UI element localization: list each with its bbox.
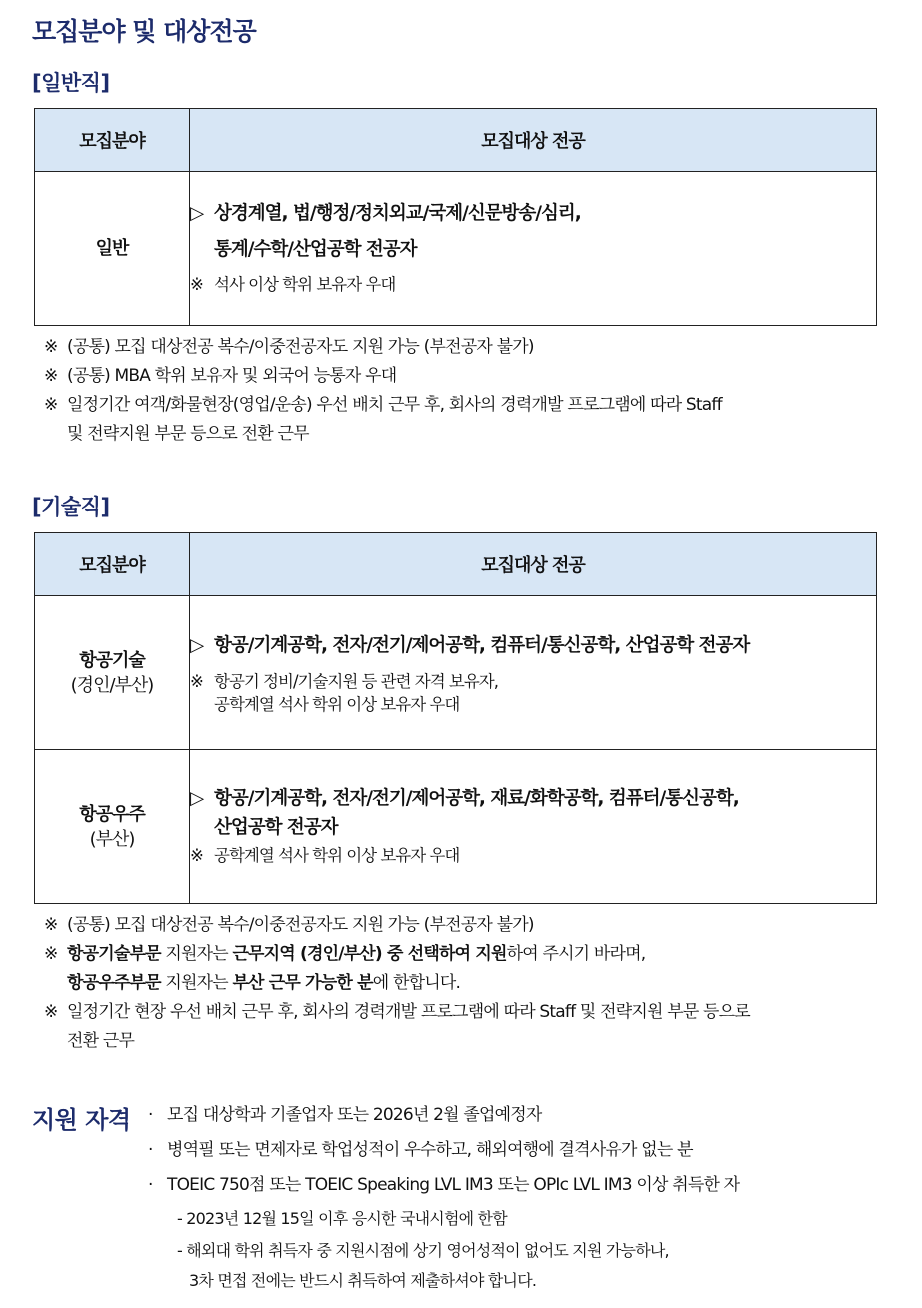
major-text-line: 통계/수학/산업공학 전공자 — [214, 238, 417, 260]
reference-mark-icon: ※ — [44, 915, 58, 935]
note-item — [44, 391, 722, 449]
note-item — [44, 911, 750, 940]
table-row — [35, 596, 877, 750]
table-row — [35, 750, 877, 904]
field-location: (경인/부산) — [70, 674, 154, 696]
triangle-icon: ▷ — [190, 787, 204, 809]
general-table — [34, 108, 877, 326]
emphasis-text: 항공기술부문 — [67, 944, 161, 964]
qualification-list — [146, 1098, 886, 1295]
field-name: 일반 — [95, 238, 129, 259]
major-text-line: 상경계열, 법/행정/정치외교/국제/신문방송/심리, — [214, 202, 581, 224]
note-text: 에 한합니다. — [372, 973, 461, 993]
note-item — [44, 940, 750, 998]
qualification-text: 병역필 또는 면제자로 학업성적이 우수하고, 해외여행에 결격사유가 없는 분 — [167, 1140, 693, 1160]
note-item — [44, 998, 750, 1056]
reference-mark-icon: ※ — [44, 944, 58, 964]
preference-text: 공학계열 석사 학위 이상 보유자 우대 — [214, 694, 460, 714]
note-text: 하여 주시기 바라며, — [506, 944, 646, 964]
field-name: 항공기술 — [79, 649, 145, 671]
note-text: (공통) MBA 학위 보유자 및 외국어 능통자 우대 — [67, 366, 397, 386]
preference-text: 석사 이상 학위 보유자 우대 — [214, 274, 396, 294]
note-text: (공통) 모집 대상전공 복수/이중전공자도 지원 가능 (부전공자 불가) — [67, 915, 534, 935]
field-name: 항공우주 — [79, 803, 145, 825]
qualification-text: 모집 대상학과 기졸업자 또는 2026년 2월 졸업예정자 — [167, 1105, 542, 1125]
reference-mark-icon: ※ — [190, 671, 203, 691]
note-text-line — [67, 969, 750, 998]
bullet-icon: · — [148, 1140, 153, 1160]
qualification-heading: 지원 자격 — [32, 1106, 131, 1134]
sub-list-item-continuation: 3차 면접 전에는 반드시 취득하여 제출하셔야 합니다. — [189, 1271, 537, 1290]
list-item — [146, 1168, 886, 1203]
sub-list-item: - 2023년 12월 15일 이후 응시한 국내시험에 한함 — [177, 1209, 507, 1228]
note-text-line — [67, 940, 750, 969]
major-text-line: 항공/기계공학, 전자/전기/제어공학, 컴퓨터/통신공학, 산업공학 전공자 — [214, 634, 750, 656]
list-item — [146, 1133, 886, 1168]
reference-mark-icon: ※ — [190, 274, 203, 294]
qualification-text: TOEIC 750점 또는 TOEIC Speaking LVL IM3 또는 OPIc LVL IM3 이상 취득한 자 — [167, 1175, 740, 1195]
major-cell — [190, 596, 877, 750]
reference-mark-icon: ※ — [44, 366, 58, 386]
note-text: 지원자는 — [160, 944, 233, 964]
table-header-row — [35, 533, 877, 596]
emphasis-text: 부산 근무 가능한 분 — [232, 973, 373, 993]
note-text: 일정기간 현장 우선 배치 근무 후, 회사의 경력개발 프로그램에 따라 Staff 및 전략지원 부문 등으로 — [67, 1002, 750, 1022]
sub-list-item: - 해외대 학위 취득자 중 지원시점에 상기 영어성적이 없어도 지원 가능하나, — [177, 1241, 669, 1260]
major-cell — [190, 172, 877, 326]
technical-notes — [44, 911, 750, 1056]
note-text: (공통) 모집 대상전공 복수/이중전공자도 지원 가능 (부전공자 불가) — [67, 337, 534, 357]
general-notes — [44, 333, 722, 449]
note-item — [44, 333, 722, 362]
field-location: (부산) — [89, 828, 135, 850]
reference-mark-icon: ※ — [44, 1002, 58, 1022]
list-item — [146, 1098, 886, 1133]
emphasis-text: 항공우주부문 — [67, 973, 161, 993]
col-header-field: 모집분야 — [35, 533, 190, 596]
major-text-line: 산업공학 전공자 — [214, 816, 338, 838]
technical-table — [34, 532, 877, 904]
col-header-major: 모집대상 전공 — [190, 109, 877, 172]
note-text: 일정기간 여객/화물현장(영업/운송) 우선 배치 근무 후, 회사의 경력개발 프로그램에 따라 Staff — [67, 395, 722, 415]
bullet-icon: · — [148, 1105, 153, 1125]
note-text: 및 전략지원 부문 등으로 전환 근무 — [67, 424, 309, 444]
triangle-icon: ▷ — [190, 202, 204, 224]
general-heading: [일반직] — [32, 71, 110, 95]
major-cell — [190, 750, 877, 904]
major-text-line: 항공/기계공학, 전자/전기/제어공학, 재료/화학공학, 컴퓨터/통신공학, — [214, 787, 739, 809]
bullet-icon: · — [148, 1175, 153, 1195]
field-cell — [35, 172, 190, 326]
page-title: 모집분야 및 대상전공 — [32, 17, 256, 46]
triangle-icon: ▷ — [190, 634, 204, 656]
preference-text: 항공기 정비/기술지원 등 관련 자격 보유자, — [214, 671, 498, 691]
reference-mark-icon: ※ — [44, 337, 58, 357]
field-cell — [35, 596, 190, 750]
preference-text: 공학계열 석사 학위 이상 보유자 우대 — [214, 845, 460, 865]
field-cell — [35, 750, 190, 904]
table-row — [35, 172, 877, 326]
note-text: 지원자는 — [160, 973, 233, 993]
reference-mark-icon: ※ — [190, 845, 203, 865]
emphasis-text: 근무지역 (경인/부산) 중 선택하여 지원 — [232, 944, 507, 964]
note-item — [44, 362, 722, 391]
reference-mark-icon: ※ — [44, 395, 58, 415]
note-text: 전환 근무 — [67, 1031, 135, 1051]
col-header-field: 모집분야 — [35, 109, 190, 172]
col-header-major: 모집대상 전공 — [190, 533, 877, 596]
technical-heading: [기술직] — [32, 495, 110, 519]
table-header-row — [35, 109, 877, 172]
